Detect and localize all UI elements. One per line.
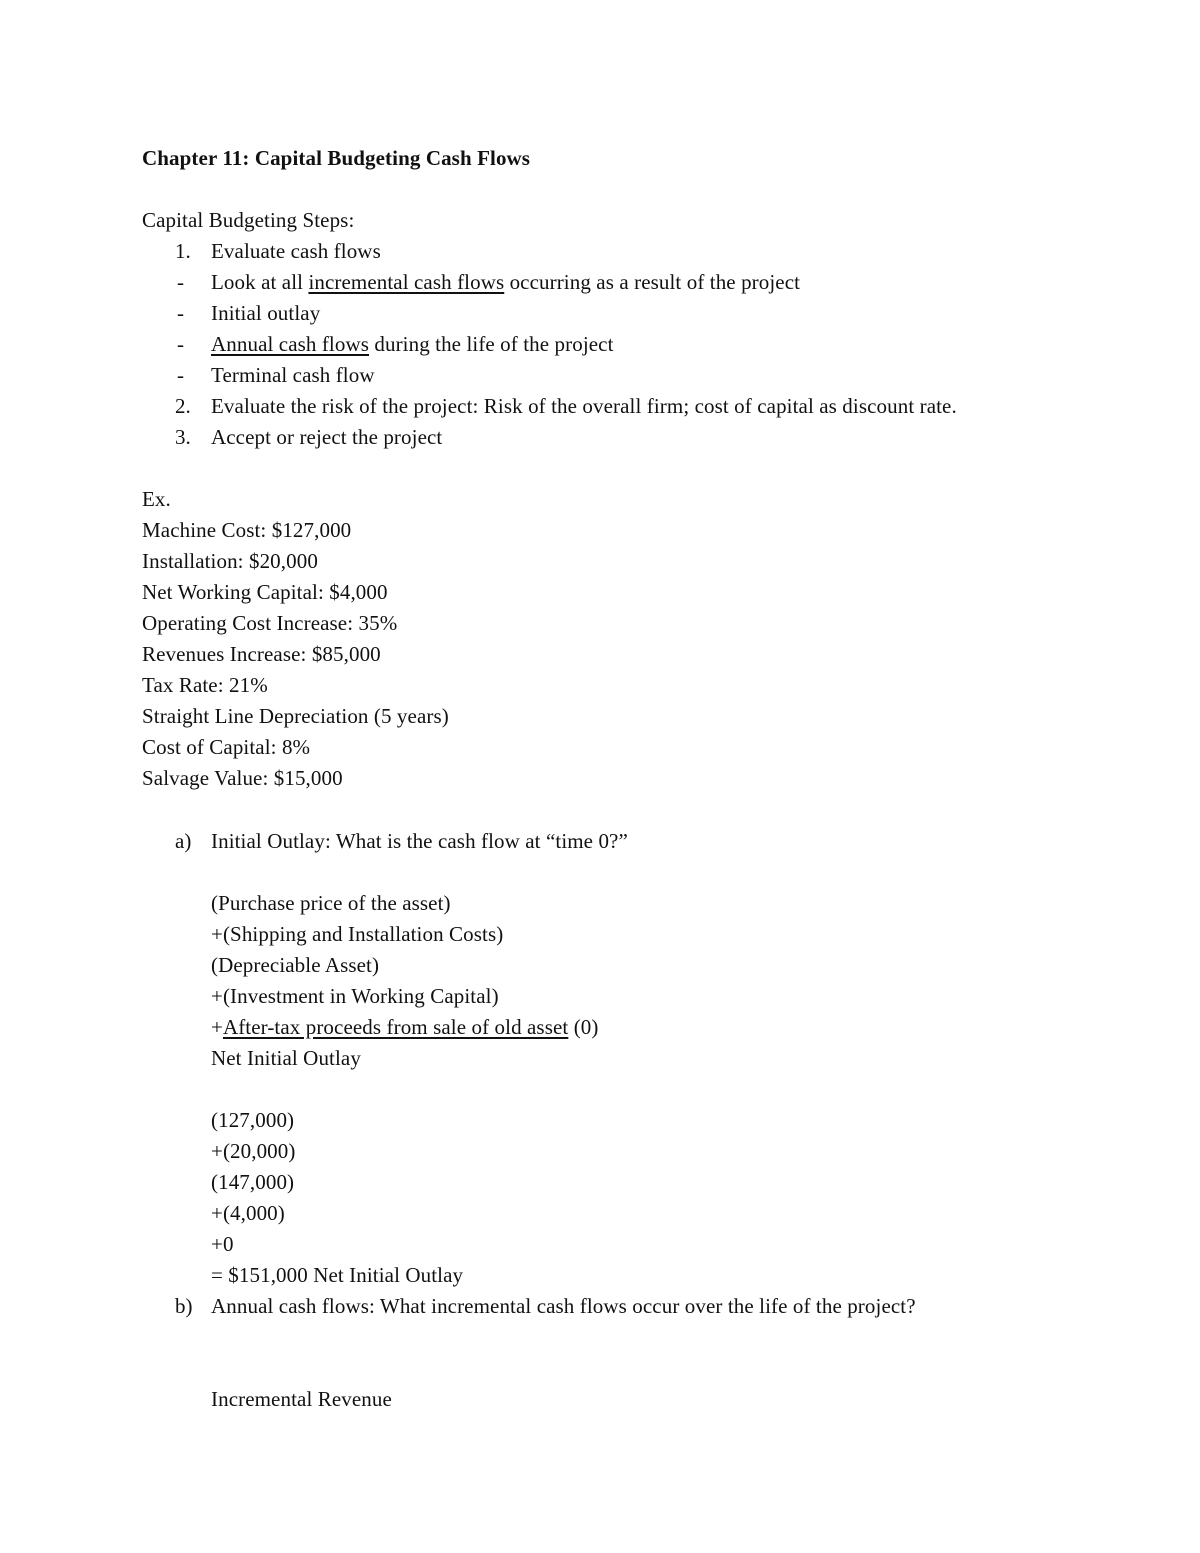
list-item-text: Annual cash flows during the life of the project (211, 332, 614, 356)
example-line: Revenues Increase: $85,000 (142, 642, 381, 666)
list-item-text: Initial outlay (211, 301, 321, 325)
calc-line: = $151,000 Net Initial Outlay (211, 1263, 464, 1287)
example-line: Cost of Capital: 8% (142, 735, 311, 759)
example-line: Installation: $20,000 (142, 549, 318, 573)
example-line: Net Working Capital: $4,000 (142, 580, 388, 604)
list-marker: - (177, 301, 184, 325)
example-line: Tax Rate: 21% (142, 673, 268, 697)
cash-flow-item: Incremental Revenue (211, 1387, 392, 1411)
list-marker: 2. (175, 394, 191, 418)
example-line: Salvage Value: $15,000 (142, 766, 343, 790)
part-question: Annual cash flows: What incremental cash flows occur over the life of the project? (211, 1294, 916, 1318)
example-line: Straight Line Depreciation (5 years) (142, 704, 449, 728)
list-item-text: Accept or reject the project (211, 425, 443, 449)
calc-line: (127,000) (211, 1108, 295, 1132)
list-marker: - (177, 270, 184, 294)
calc-line: +(20,000) (211, 1139, 296, 1163)
example-line: Operating Cost Increase: 35% (142, 611, 398, 635)
steps-heading: Capital Budgeting Steps: (142, 208, 355, 232)
example-line: Machine Cost: $127,000 (142, 518, 352, 542)
part-marker: a) (175, 829, 192, 853)
page-title: Chapter 11: Capital Budgeting Cash Flows (142, 146, 531, 170)
list-item-text: Evaluate the risk of the project: Risk of the overall firm; cost of capital as discount rate. (211, 394, 957, 418)
formula-line: Net Initial Outlay (211, 1046, 361, 1070)
list-marker: 1. (175, 239, 191, 263)
list-marker: - (177, 332, 184, 356)
list-item-text: Terminal cash flow (211, 363, 375, 387)
formula-line: +(Shipping and Installation Costs) (211, 922, 504, 946)
calc-line: (147,000) (211, 1170, 295, 1194)
formula-line: (Depreciable Asset) (211, 953, 380, 977)
formula-line: +(Investment in Working Capital) (211, 984, 499, 1008)
formula-line: (Purchase price of the asset) (211, 891, 451, 915)
example-label: Ex. (142, 487, 171, 511)
list-marker: 3. (175, 425, 191, 449)
part-marker: b) (175, 1294, 193, 1318)
calc-line: +0 (211, 1232, 234, 1256)
list-item-text: Look at all incremental cash flows occurring as a result of the project (211, 270, 801, 294)
part-question: Initial Outlay: What is the cash flow at “time 0?” (211, 829, 628, 853)
calc-line: +(4,000) (211, 1201, 285, 1225)
formula-line: +After-tax proceeds from sale of old asset (0) (211, 1015, 599, 1039)
list-item-text: Evaluate cash flows (211, 239, 381, 263)
list-marker: - (177, 363, 184, 387)
